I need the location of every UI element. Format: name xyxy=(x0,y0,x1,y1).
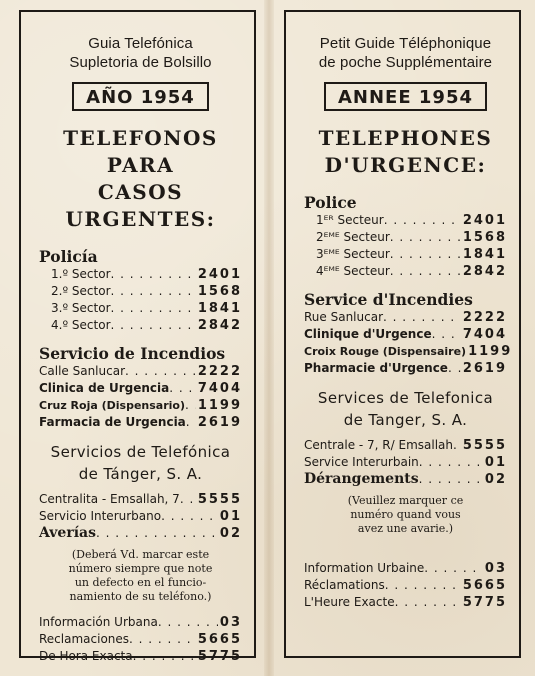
leader-dots xyxy=(169,380,196,397)
faults-number: 02 xyxy=(484,472,507,487)
headline xyxy=(304,125,507,179)
row-label: Service Interurbain xyxy=(304,455,419,469)
row-label: Farmacia de Urgencia xyxy=(39,415,186,429)
phone-row xyxy=(304,229,507,246)
row-label: De Hora Exacta xyxy=(39,649,133,663)
note-line: numéro quand vous xyxy=(350,508,461,521)
phone-row xyxy=(39,648,242,665)
police-title: Police xyxy=(304,193,357,212)
row-number: 1568 xyxy=(462,230,507,245)
phone-row xyxy=(304,360,507,377)
company-line: de Tanger, S. A. xyxy=(343,411,468,429)
phone-row xyxy=(39,380,242,397)
leader-dots xyxy=(383,309,461,326)
headline-line: TELEPHONES xyxy=(318,126,493,150)
phone-row xyxy=(304,263,507,280)
phone-row xyxy=(39,317,242,334)
leader-dots xyxy=(111,283,196,300)
row-label: 4ᴱᴹᴱ Secteur xyxy=(316,264,390,278)
note-line: namiento de su teléfono.) xyxy=(69,590,212,603)
row-number: 03 xyxy=(484,561,507,576)
leader-dots xyxy=(384,212,461,229)
company-name xyxy=(39,441,242,485)
phone-row xyxy=(304,212,507,229)
phone-row xyxy=(39,266,242,283)
row-label: 4.º Sector xyxy=(51,318,111,332)
leader-dots xyxy=(125,363,196,380)
row-label: Réclamations xyxy=(304,578,385,592)
leader-dots xyxy=(180,491,196,508)
leader-dots xyxy=(129,631,196,648)
leader-dots xyxy=(111,266,196,283)
phone-row xyxy=(304,560,507,577)
note-line: un defecto en el funcio- xyxy=(74,576,207,589)
phone-row xyxy=(39,283,242,300)
row-label: Calle Sanlucar xyxy=(39,364,125,378)
row-label: L'Heure Exacte xyxy=(304,595,395,609)
leader-dots xyxy=(432,326,461,343)
phone-row xyxy=(39,300,242,317)
company-line: de Tánger, S. A. xyxy=(78,465,203,483)
row-label: 2ᴱᴹᴱ Secteur xyxy=(316,230,390,244)
leader-dots xyxy=(390,246,461,263)
headline-line: TELEFONOS PARA xyxy=(63,126,218,177)
row-label: 1ᴱᴿ Secteur xyxy=(316,213,384,227)
faults-note xyxy=(39,548,242,604)
row-number: 2222 xyxy=(462,310,507,325)
row-number: 1841 xyxy=(462,247,507,262)
phone-row xyxy=(304,577,507,594)
row-number: 5555 xyxy=(197,492,242,507)
row-number: 1199 xyxy=(197,398,242,413)
row-number: 2842 xyxy=(462,264,507,279)
leader-dots xyxy=(161,508,218,525)
row-label: Information Urbaine xyxy=(304,561,425,575)
row-number: 03 xyxy=(219,615,242,630)
company-line: Servicios de Telefónica xyxy=(50,443,231,461)
row-number: 1568 xyxy=(197,284,242,299)
leader-dots xyxy=(390,263,461,280)
subtitle-line: Guia Telefónica xyxy=(88,35,193,52)
row-number: 2222 xyxy=(197,364,242,379)
leader-dots xyxy=(96,525,218,542)
phone-row xyxy=(304,309,507,326)
police-title: Policía xyxy=(39,247,98,266)
phone-row xyxy=(39,363,242,380)
fire-title: Service d'Incendies xyxy=(304,290,473,309)
row-number: 7404 xyxy=(197,381,242,396)
row-label: Rue Sanlucar xyxy=(304,310,384,324)
leader-dots xyxy=(419,471,483,488)
phone-row xyxy=(304,437,507,454)
phone-row xyxy=(39,508,242,525)
note-line: (Deberá Vd. marcar este xyxy=(71,548,210,561)
row-number: 1199 xyxy=(468,344,513,359)
row-number: 7404 xyxy=(462,327,507,342)
subtitle-line: Supletoria de Bolsillo xyxy=(69,54,212,71)
spanish-subtitle xyxy=(39,34,242,72)
row-label: Pharmacie d'Urgence xyxy=(304,361,448,375)
row-number: 5775 xyxy=(197,649,242,664)
row-number: 2619 xyxy=(462,361,507,376)
phone-row xyxy=(304,594,507,611)
leader-dots xyxy=(111,317,196,334)
row-number: 1841 xyxy=(197,301,242,316)
leader-dots xyxy=(158,614,218,631)
year-box: ANNEE 1954 xyxy=(324,82,487,111)
headline xyxy=(39,125,242,233)
row-number: 5555 xyxy=(462,438,507,453)
phone-row xyxy=(39,631,242,648)
row-label: Información Urbana xyxy=(39,615,158,629)
company-line: Services de Telefonica xyxy=(317,389,494,407)
phone-row xyxy=(304,326,507,343)
row-number: 5665 xyxy=(462,578,507,593)
phone-row xyxy=(39,397,242,414)
row-label: Clinica de Urgencia xyxy=(39,381,170,395)
leader-dots xyxy=(385,577,461,594)
faults-note xyxy=(304,494,507,536)
phone-row xyxy=(39,491,242,508)
note-line: (Veuillez marquer ce xyxy=(347,494,464,507)
faults-row xyxy=(304,471,507,488)
row-number: 01 xyxy=(219,509,242,524)
fire-title: Servicio de Incendios xyxy=(39,344,226,363)
row-label: Servicio Interurbano xyxy=(39,509,162,523)
phone-row xyxy=(39,614,242,631)
year-box: AÑO 1954 xyxy=(72,82,209,111)
phone-row xyxy=(304,246,507,263)
leader-dots xyxy=(111,300,196,317)
row-number: 2401 xyxy=(197,267,242,282)
row-number: 5775 xyxy=(462,595,507,610)
faults-label: Dérangements xyxy=(304,471,419,487)
phone-row xyxy=(39,414,242,431)
spanish-panel xyxy=(19,10,256,664)
faults-number: 02 xyxy=(219,526,242,541)
row-number: 2401 xyxy=(462,213,507,228)
company-name xyxy=(304,387,507,431)
row-label: 1.º Sector xyxy=(51,267,111,281)
note-line: número siempre que note xyxy=(68,562,213,575)
phone-row xyxy=(304,454,507,471)
row-label: Clinique d'Urgence xyxy=(304,327,432,341)
subtitle-line: Petit Guide Téléphonique xyxy=(319,35,492,52)
french-subtitle xyxy=(304,34,507,72)
row-label: Reclamaciones xyxy=(39,632,130,646)
leader-dots xyxy=(133,648,196,665)
row-number: 2619 xyxy=(197,415,242,430)
headline-line: D'URGENCE: xyxy=(324,153,487,177)
row-label: Cruz Roja (Dispensario) xyxy=(39,399,186,412)
subtitle-line: de poche Supplémentaire xyxy=(318,54,493,71)
leader-dots xyxy=(424,560,483,577)
leader-dots xyxy=(390,229,461,246)
french-panel xyxy=(284,10,521,658)
leader-dots xyxy=(185,397,196,414)
row-label: Croix Rouge (Dispensaire) xyxy=(304,345,467,358)
row-label: 3ᴱᴹᴱ Secteur xyxy=(316,247,390,261)
row-label: Centrale - 7, R/ Emsallah xyxy=(304,438,453,452)
row-number: 5665 xyxy=(197,632,242,647)
leader-dots xyxy=(448,360,461,377)
faults-label: Averías xyxy=(39,525,96,541)
leader-dots xyxy=(453,437,461,454)
row-label: 3.º Sector xyxy=(51,301,111,315)
leader-dots xyxy=(395,594,461,611)
row-label: 2.º Sector xyxy=(51,284,111,298)
page-fold xyxy=(264,0,274,676)
leader-dots xyxy=(186,414,196,431)
row-number: 01 xyxy=(484,455,507,470)
faults-row xyxy=(39,525,242,542)
row-label: Centralita - Emsallah, 7 xyxy=(39,492,180,506)
row-number: 2842 xyxy=(197,318,242,333)
leader-dots xyxy=(419,454,483,471)
note-line: avez une avarie.) xyxy=(357,522,454,535)
headline-line: CASOS URGENTES: xyxy=(65,180,216,231)
phone-row xyxy=(304,343,513,360)
